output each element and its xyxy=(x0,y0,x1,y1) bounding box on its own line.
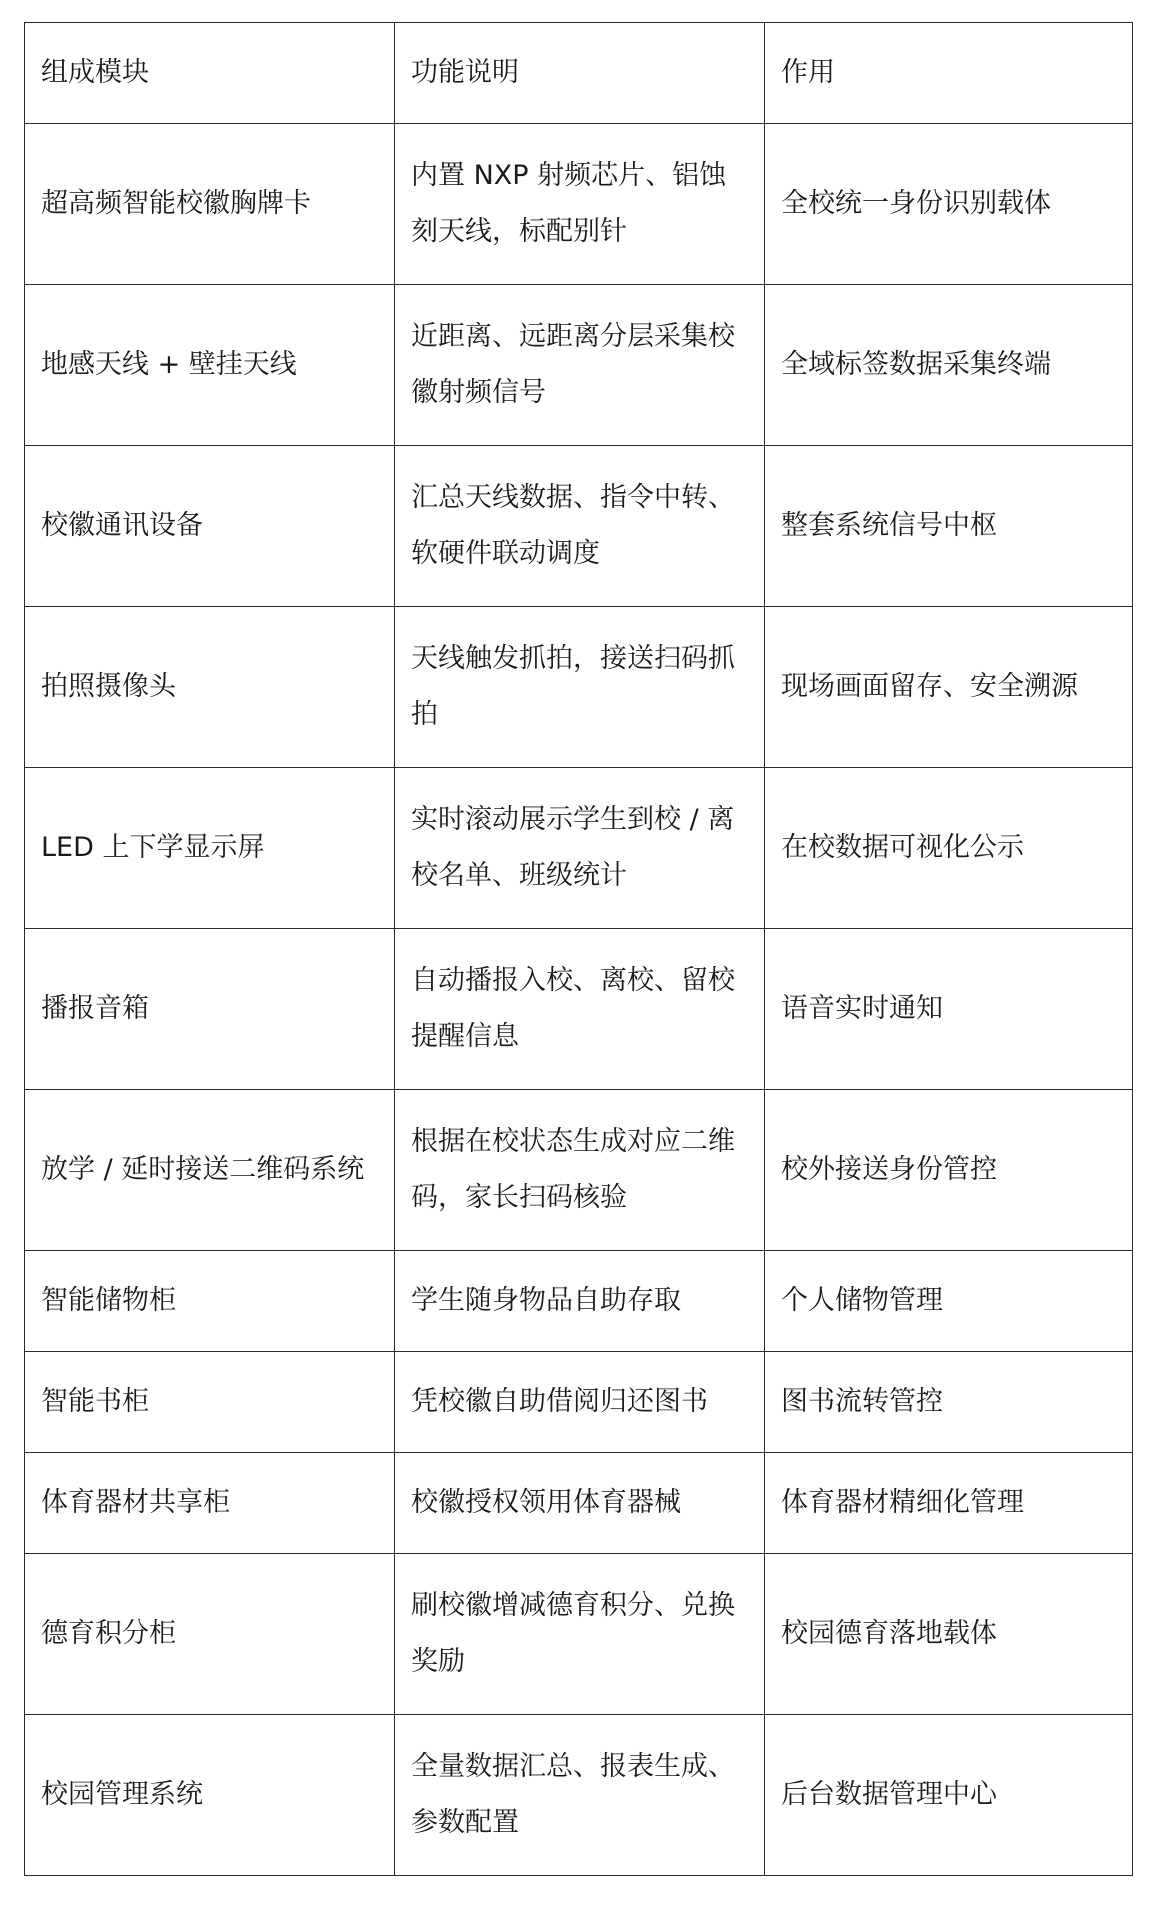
cell-role: 后台数据管理中心 xyxy=(765,1715,1133,1876)
table-row xyxy=(25,1090,1133,1251)
cell-role: 在校数据可视化公示 xyxy=(765,768,1133,929)
table-body xyxy=(25,124,1133,1876)
cell-function: 实时滚动展示学生到校 / 离校名单、班级统计 xyxy=(395,768,765,929)
cell-function: 凭校徽自助借阅归还图书 xyxy=(395,1352,765,1453)
cell-role: 个人储物管理 xyxy=(765,1251,1133,1352)
table-row xyxy=(25,285,1133,446)
cell-module: 校园管理系统 xyxy=(25,1715,395,1876)
header-role: 作用 xyxy=(765,23,1133,124)
cell-function: 刷校徽增减德育积分、兑换奖励 xyxy=(395,1554,765,1715)
table-row xyxy=(25,1453,1133,1554)
cell-function: 全量数据汇总、报表生成、参数配置 xyxy=(395,1715,765,1876)
table-row xyxy=(25,607,1133,768)
table-row xyxy=(25,1251,1133,1352)
cell-module: 播报音箱 xyxy=(25,929,395,1090)
cell-module: 智能储物柜 xyxy=(25,1251,395,1352)
cell-module: LED 上下学显示屏 xyxy=(25,768,395,929)
cell-module: 放学 / 延时接送二维码系统 xyxy=(25,1090,395,1251)
table-row xyxy=(25,1715,1133,1876)
cell-role: 语音实时通知 xyxy=(765,929,1133,1090)
cell-function: 近距离、远距离分层采集校徽射频信号 xyxy=(395,285,765,446)
component-table-container xyxy=(24,22,1132,1876)
cell-module: 地感天线 + 壁挂天线 xyxy=(25,285,395,446)
header-module: 组成模块 xyxy=(25,23,395,124)
component-table xyxy=(24,22,1133,1876)
cell-function: 汇总天线数据、指令中转、软硬件联动调度 xyxy=(395,446,765,607)
cell-role: 体育器材精细化管理 xyxy=(765,1453,1133,1554)
table-row xyxy=(25,1352,1133,1453)
cell-role: 整套系统信号中枢 xyxy=(765,446,1133,607)
table-row xyxy=(25,768,1133,929)
cell-module: 德育积分柜 xyxy=(25,1554,395,1715)
cell-role: 校外接送身份管控 xyxy=(765,1090,1133,1251)
table-row xyxy=(25,124,1133,285)
cell-function: 学生随身物品自助存取 xyxy=(395,1251,765,1352)
cell-module: 智能书柜 xyxy=(25,1352,395,1453)
table-header-row xyxy=(25,23,1133,124)
cell-role: 全域标签数据采集终端 xyxy=(765,285,1133,446)
cell-module: 超高频智能校徽胸牌卡 xyxy=(25,124,395,285)
table-row xyxy=(25,446,1133,607)
cell-role: 图书流转管控 xyxy=(765,1352,1133,1453)
cell-module: 体育器材共享柜 xyxy=(25,1453,395,1554)
cell-role: 校园德育落地载体 xyxy=(765,1554,1133,1715)
table-row xyxy=(25,929,1133,1090)
cell-module: 校徽通讯设备 xyxy=(25,446,395,607)
cell-function: 内置 NXP 射频芯片、铝蚀刻天线，标配别针 xyxy=(395,124,765,285)
cell-function: 校徽授权领用体育器械 xyxy=(395,1453,765,1554)
header-function: 功能说明 xyxy=(395,23,765,124)
cell-role: 现场画面留存、安全溯源 xyxy=(765,607,1133,768)
cell-module: 拍照摄像头 xyxy=(25,607,395,768)
cell-function: 天线触发抓拍，接送扫码抓拍 xyxy=(395,607,765,768)
cell-function: 自动播报入校、离校、留校提醒信息 xyxy=(395,929,765,1090)
table-row xyxy=(25,1554,1133,1715)
cell-function: 根据在校状态生成对应二维码，家长扫码核验 xyxy=(395,1090,765,1251)
cell-role: 全校统一身份识别载体 xyxy=(765,124,1133,285)
